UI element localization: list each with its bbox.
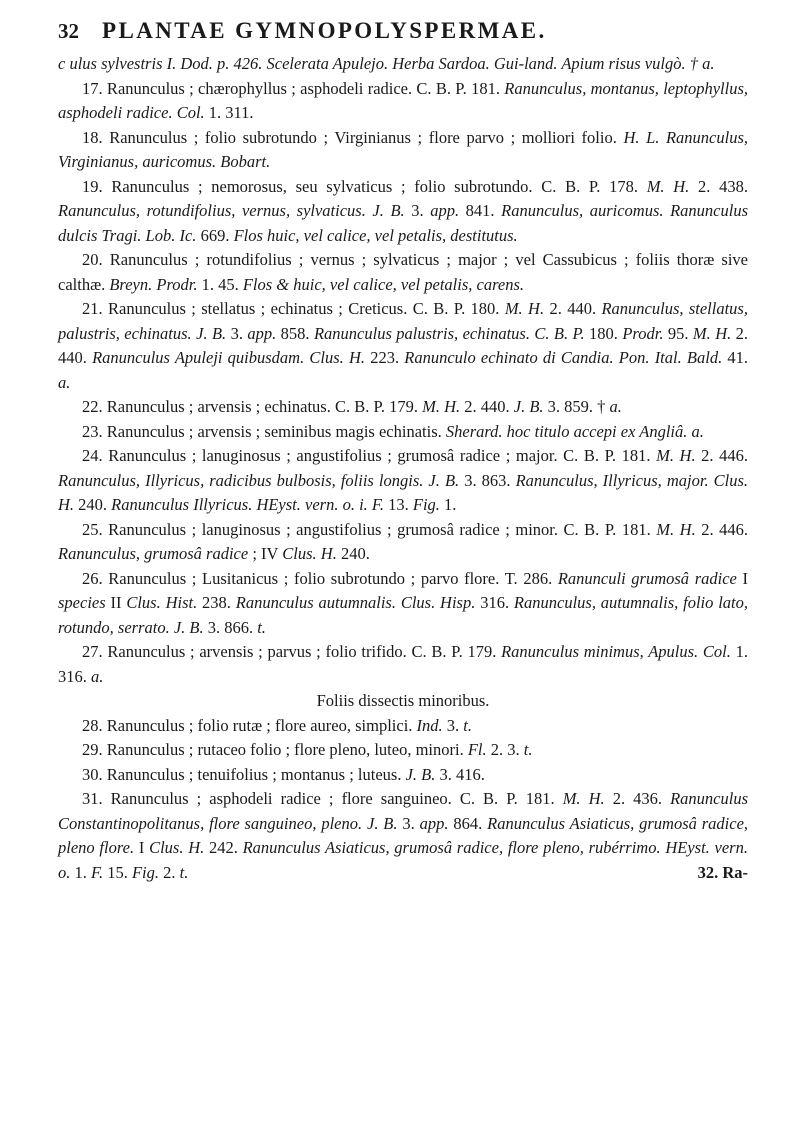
text-run: 29. Ranunculus ; rutaceo folio ; flore pleno, luteo, minori. [82,740,468,759]
italic-reference: Ranunculus, Illyricus, major. Clus. H. [58,470,749,514]
italic-reference: M. H. [656,519,696,539]
entry-30 [58,763,748,788]
italic-reference: Ranunculus Constantinopolitanus, flore sanguineo, pleno. J. B. [58,789,748,833]
text-run: 25. Ranunculus ; lanuginosus ; angustifolius ; grumosâ radice ; minor. C. B. P. 181. [82,519,657,539]
italic-reference: a. [91,666,104,686]
text-run: 669. [196,225,234,245]
text-run: 41. [722,348,749,367]
italic-reference: Fig. [412,495,440,514]
italic-reference: Ranunculus, grumosâ radice [58,544,249,563]
italic-reference: Ranunculus Apuleji quibusdam. Clus. H. [92,348,366,367]
italic-reference: Ranunculus, Illyricus, radicibus bulbosis, foliis longis. J. B. [58,470,460,490]
text-run: 2. 440. [58,323,749,367]
italic-reference: Ranunculus Illyricus. HEyst. vern. o. i. F. [111,495,384,514]
catchword: 32. Ra- [697,862,748,882]
italic-reference: Fig. [131,862,159,882]
italic-reference: Ranunculo echinato di Candia. Pon. Ital. Bald. [404,348,723,367]
text-run: 2. 3. [486,740,524,759]
italic-reference: F. [91,862,104,882]
italic-reference: M. H. [562,789,605,808]
italic-reference: Ranunculus palustris, echinatus. C. B. P. [313,323,585,343]
entry-31 [58,787,748,885]
italic-reference: a. [609,397,622,416]
text-run: 15. [103,862,132,882]
italic-reference: species [58,593,106,612]
text-run: 1. [70,862,91,882]
text-run: 3. 859. † [543,397,610,416]
text-run: 1. 316. [58,642,748,686]
text-run: II [105,593,127,612]
italic-reference: Ranunculus, stellatus, palustris, echinatus. J. B. [58,299,748,343]
page-number: 32 [58,19,79,43]
text-run: 1. 45. [197,274,243,294]
italic-reference: Ranunculus, rotundifolius, vernus, sylvaticus. J. B. [58,201,405,220]
italic-reference: app. [430,201,460,220]
italic-reference: H. L. Ranunculus, Virginianus, auricomus. Bobart. [58,127,748,171]
text-run: 24. Ranunculus ; lanuginosus ; angustifolius ; grumosâ radice ; major. C. B. P. 181. [82,446,657,465]
italic-reference: t. [463,715,472,735]
italic-reference: a. [58,372,71,392]
running-head [58,18,748,52]
italic-reference: Ranunculi grumosâ radice [557,568,737,588]
italic-reference: app. [419,813,449,833]
text-run: 18. Ranunculus ; folio subrotundo ; Virginianus ; flore parvo ; molliori folio. [82,127,624,147]
text-run: 17. Ranunculus ; chærophyllus ; asphodeli radice. C. B. P. 181. [82,78,505,98]
italic-reference: Ranunculus Asiaticus, grumosâ radice, flore pleno, rubérrimo. HEyst. vern. o. [58,838,748,882]
text-run: 2. 446. [695,446,749,465]
italic-reference: M. H. [656,446,696,465]
italic-reference: Clus. H. [282,544,337,563]
italic-reference: Ranunculus, auricomus. Ranunculus dulcis Tragi. Lob. Ic. [58,201,748,245]
italic-reference: t. [179,862,189,882]
text-run: 2. 440. [544,299,602,318]
italic-reference: Ranunculus Asiaticus, grumosâ radice, pleno flore. [58,813,749,857]
text-run: 3. [397,813,420,833]
text-body [58,52,748,885]
italic-reference: J. B. [513,397,544,416]
text-run: 858. [276,323,314,343]
italic-reference: c ulus sylvestris I. Dod. p. 426. Scelerata Apulejo. Herba Sardoa. Gui-land. Apium risus vulgò. † a. [58,54,715,73]
italic-reference: M. H. [422,397,461,416]
text-run: 223. [365,348,405,367]
text-run: 2. [159,862,180,882]
italic-reference: t. [523,740,533,759]
text-run: 31. Ranunculus ; asphodeli radice ; flore sanguineo. C. B. P. 181. [82,789,563,808]
italic-reference: M. H. [646,176,690,196]
text-run: 2. 436. [604,789,671,808]
italic-reference: Ranunculus, montanus, leptophyllus, asphodeli radice. Col. [58,78,749,122]
entry-25 [58,518,748,567]
italic-reference: Ranunculus minimus, Apulus. Col. [501,642,731,661]
entry-29 [58,738,748,763]
entry-22 [58,395,748,420]
entry-24 [58,444,748,518]
text-run: 3. 866. [203,617,258,637]
text-run: 30. Ranunculus ; tenuifolius ; montanus ; luteus. [82,764,406,784]
text-run: 1. 311. [204,103,254,122]
italic-reference: t. [257,617,266,637]
text-run: I [736,568,748,588]
text-run: 26. Ranunculus ; Lusitanicus ; folio subrotundo ; parvo flore. T. 286. [82,568,558,588]
text-run: Foliis dissectis minoribus. [316,691,490,710]
section-subheading [58,689,748,714]
text-run: 22. Ranunculus ; arvensis ; echinatus. C. B. P. 179. [82,397,423,416]
text-run: 242. [204,838,243,857]
text-run: I [134,838,150,857]
text-run: 20. Ranunculus ; rotundifolius ; vernus ; sylvaticus ; major ; vel Cassubicus ; foliis thoræ sive calthæ. [58,250,748,294]
text-run: 28. Ranunculus ; folio rutæ ; flore aureo, simplici. [82,715,417,735]
italic-reference: Clus. H. [149,838,205,857]
italic-reference: app. [247,323,277,343]
italic-reference: Flos huic, vel calice, vel petalis, destitutus. [233,225,518,245]
entry-17 [58,77,748,126]
entry-18 [58,126,748,175]
italic-reference: Flos & huic, vel calice, vel petalis, carens. [242,274,525,294]
text-run: 3. 863. [459,470,516,490]
entry-23 [58,420,748,445]
text-run: 1. [439,495,457,514]
running-title: PLANTAE GYMNOPOLYSPERMAE. [102,18,547,43]
text-run: 3. 416. [435,764,485,784]
italic-reference: Ranunculus, autumnalis, folio lato, rotundo, serrato. J. B. [58,593,748,637]
entry-20 [58,248,748,297]
text-run: 21. Ranunculus ; stellatus ; echinatus ; Creticus. C. B. P. 180. [82,299,505,318]
italic-reference: M. H. [692,323,732,343]
text-run: 19. Ranunculus ; nemorosus, seu sylvaticus ; folio subrotundo. C. B. P. 178. [82,176,647,196]
entry-cont [58,52,748,77]
text-run: 3. [442,715,464,735]
text-run: 2. 440. [460,397,514,416]
text-run: 841. [459,201,502,220]
text-run: 180. [584,323,623,343]
italic-reference: Ind. [416,715,443,735]
text-run: 3. [226,323,248,343]
text-run: 316. [475,593,514,612]
italic-reference: Clus. Hist. [126,593,198,612]
text-run: 27. Ranunculus ; arvensis ; parvus ; folio trifido. C. B. P. 179. [82,642,502,661]
text-run: 23. Ranunculus ; arvensis ; seminibus magis echinatis. [82,421,446,441]
italic-reference: Sherard. hoc titulo accepi ex Angliâ. a. [445,421,704,441]
text-run: 240. [336,544,370,563]
text-run: 95. [663,323,693,343]
italic-reference: J. B. [405,764,436,784]
entry-26 [58,567,748,641]
italic-reference: Breyn. Prodr. [109,274,198,294]
italic-reference: Prodr. [622,323,664,343]
entry-27 [58,640,748,689]
italic-reference: Ranunculus autumnalis. Clus. Hisp. [235,593,476,612]
entry-21 [58,297,748,395]
text-run: 3. [404,201,431,220]
text-run: 238. [197,593,236,612]
text-run: 2. 438. [689,176,748,196]
text-run: 864. [448,813,488,833]
text-run: 2. 446. [695,519,749,539]
text-run: 13. [384,495,413,514]
italic-reference: M. H. [504,299,545,318]
entry-19 [58,175,748,249]
text-run: ; IV [248,544,283,563]
italic-reference: Fl. [467,740,487,759]
text-run: 240. [74,495,112,514]
entry-28 [58,714,748,739]
